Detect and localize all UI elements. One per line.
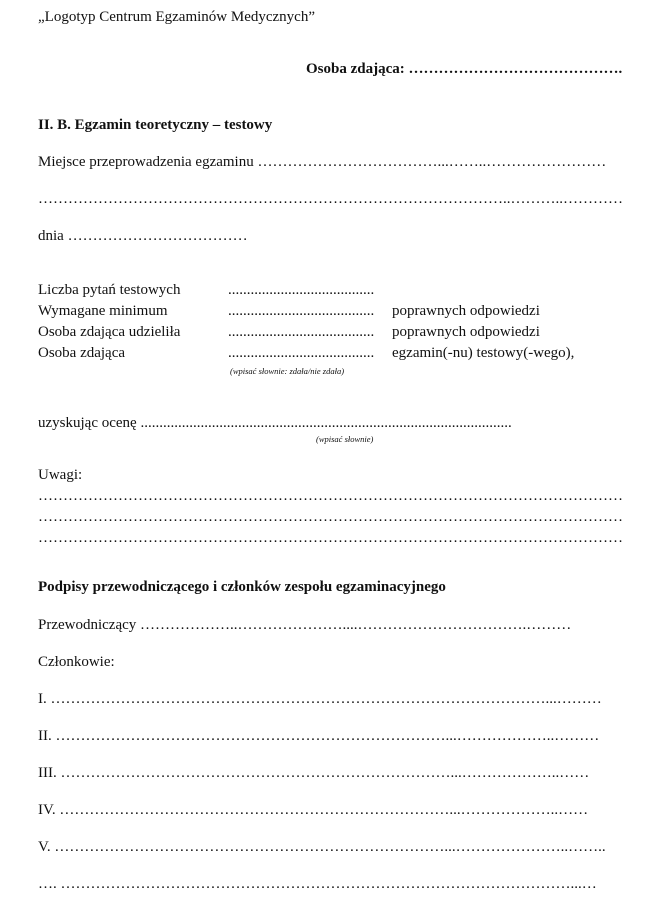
signatures-title: Podpisy przewodniczącego i członków zespołu egzaminacyjnego xyxy=(38,579,446,595)
remarks-line-2[interactable]: ……………………………………………………………………………………………………… xyxy=(38,509,623,525)
grade-field[interactable]: uzyskując ocenę ................................................................................................... xyxy=(38,415,512,431)
correct-answers-label: Osoba zdająca udzieliła xyxy=(38,324,181,340)
question-count-label: Liczba pytań testowych xyxy=(38,282,181,298)
required-minimum-field[interactable]: ....................................... xyxy=(228,303,375,319)
passed-hint: (wpisać słownie: zdała/nie zdała) xyxy=(230,366,345,376)
member-signature-3[interactable]: III. ……………………………………………………………………...………………..…… xyxy=(38,765,590,781)
members-label: Członkowie: xyxy=(38,654,115,670)
question-count-field[interactable]: ....................................... xyxy=(228,282,375,298)
required-minimum-label: Wymagane minimum xyxy=(38,303,168,319)
remarks-line-1[interactable]: ……………………………………………………………………………………………………… xyxy=(38,488,623,504)
logo-placeholder: „Logotyp Centrum Egzaminów Medycznych” xyxy=(38,9,316,25)
exam-place-field[interactable]: Miejsce przeprowadzenia egzaminu ………………………………...……..…………………… xyxy=(38,154,607,170)
remarks-label: Uwagi: xyxy=(38,467,83,483)
chair-signature-field[interactable]: Przewodniczący ………………..…………………....…………………………….……… xyxy=(38,617,572,633)
exam-result-field[interactable]: ....................................... xyxy=(228,345,375,361)
remarks-line-3[interactable]: ……………………………………………………………………………………………………… xyxy=(38,530,623,546)
member-signature-4[interactable]: IV. ……………………………………………………………………...………………..…… xyxy=(38,802,589,818)
member-signature-5[interactable]: V. ……………………………………………………………………...…………………..…….. xyxy=(38,839,606,855)
candidate-field[interactable]: Osoba zdająca: ……………………………………. xyxy=(306,61,623,77)
exam-date-field[interactable]: dnia ……………………………… xyxy=(38,228,248,244)
member-signature-2[interactable]: II. ……………………………………………………………………...………………..……… xyxy=(38,728,600,744)
exam-place-field-line2[interactable]: …………………………………………………………………………………..………..………… xyxy=(38,191,623,207)
exam-result-suffix: egzamin(-nu) testowy(-wego), xyxy=(392,345,575,361)
section-title: II. B. Egzamin teoretyczny – testowy xyxy=(38,117,273,133)
member-signature-extra[interactable]: …. …………………………………………………………………………………………...… xyxy=(38,876,597,892)
required-minimum-suffix: poprawnych odpowiedzi xyxy=(392,303,540,319)
correct-answers-suffix: poprawnych odpowiedzi xyxy=(392,324,540,340)
grade-hint: (wpisać słownie) xyxy=(316,434,374,444)
member-signature-1[interactable]: I. ………………………………………………………………………………………...……… xyxy=(38,691,602,707)
correct-answers-field[interactable]: ....................................... xyxy=(228,324,375,340)
exam-result-label: Osoba zdająca xyxy=(38,345,126,361)
